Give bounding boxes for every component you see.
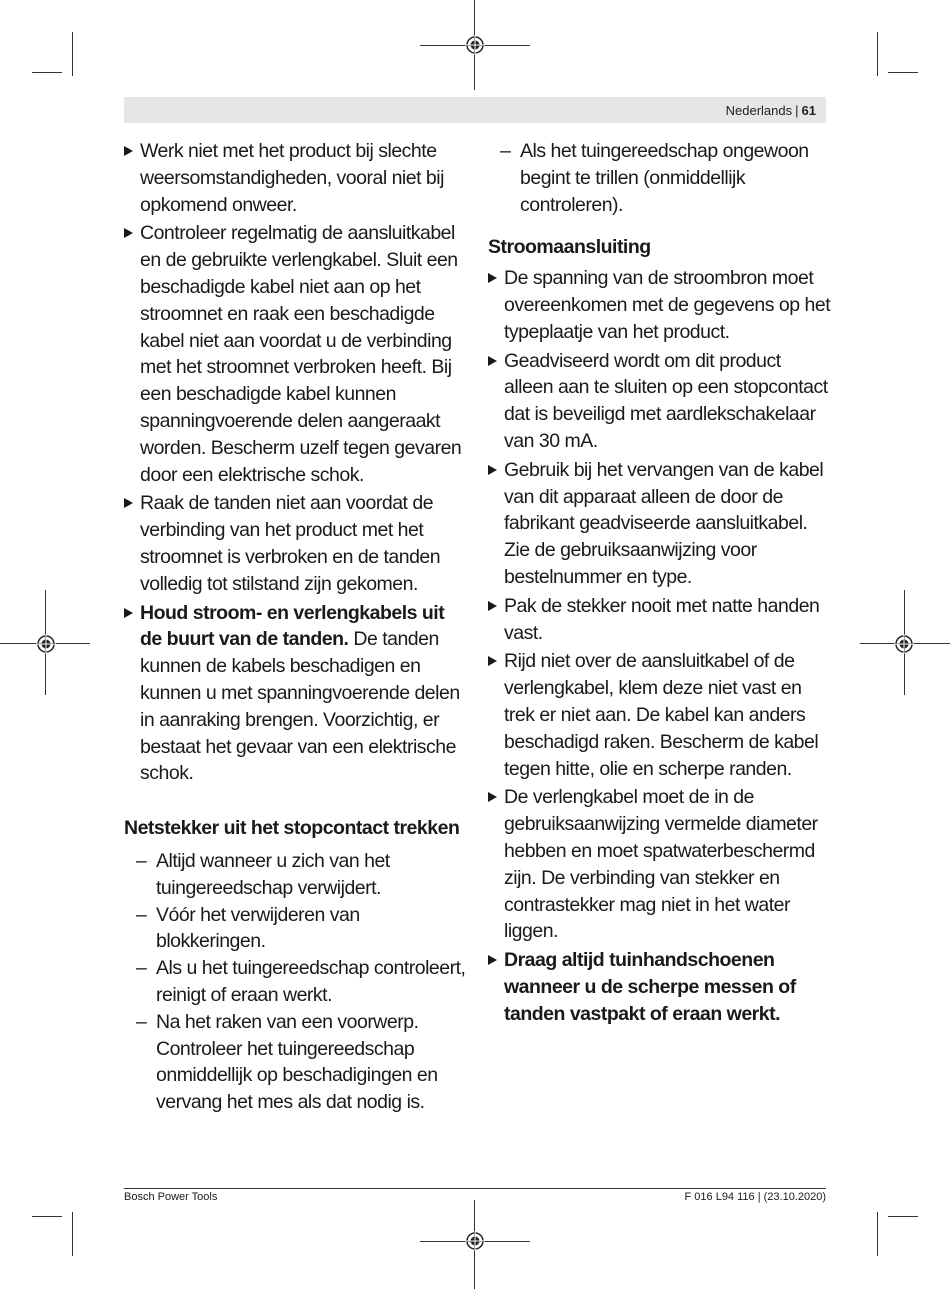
bullet-text: Rijd niet over de aansluitkabel of de verlengkabel, klem deze niet vast en trek er niet aan. De kabel kan anders beschadigd raken. Bescherm de kabel tegen hitte, olie en scherpe randen. [504, 650, 819, 780]
safety-bullet [488, 648, 833, 782]
bullet-triangle-icon [488, 792, 497, 802]
dash-item-text: Als het tuingereedschap ongewoon begint te trillen (onmiddellijk controleren). [520, 140, 809, 216]
page-number: 61 [801, 103, 816, 118]
bullet-triangle-icon [488, 356, 497, 366]
bullet-text: De spanning van de stroombron moet overeenkomen met de gegevens op het typeplaatje van het product. [504, 267, 831, 343]
crop-mark [877, 32, 878, 76]
bullet-triangle-icon [124, 146, 133, 156]
footer-doc-id: F 016 L94 116 | (23.10.2020) [684, 1191, 826, 1203]
bullet-bold-text: Draag altijd tuinhandschoenen wanneer u de scherpe messen of tanden vastpakt of eraan werkt. [504, 949, 796, 1025]
bullet-text: Raak de tanden niet aan voordat de verbinding van het product met het stroomnet is verbroken en de tanden volledig tot stilstand zijn gekomen. [140, 492, 441, 595]
safety-bullet [124, 490, 469, 597]
bullet-text: Geadviseerd wordt om dit product alleen aan te sluiten op een stopcontact dat is beveiligd met aardlekschakelaar van 30 mA. [504, 349, 828, 452]
bullet-triangle-icon [488, 273, 497, 283]
dash-item: – Altijd wanneer u zich van het tuingereedschap verwijdert. [136, 849, 390, 899]
bullet-text: Gebruik bij het vervangen van de kabel van dit apparaat alleen de door de fabrikant geadviseerde aansluitkabel. Zie de gebruiksaanwijzing voor bestelnummer en type. [504, 458, 824, 588]
section-heading: Stroomaansluiting [488, 236, 651, 259]
crop-mark [32, 72, 62, 73]
crop-mark [888, 1216, 918, 1217]
safety-bullet [124, 220, 469, 488]
page-header [124, 97, 826, 123]
crop-mark [32, 1216, 62, 1217]
header-language: Nederlands [725, 103, 793, 118]
crop-mark [72, 32, 73, 76]
safety-bullet-bold [124, 600, 469, 788]
footer-divider [124, 1188, 826, 1189]
registration-target-icon [894, 634, 914, 654]
crop-mark [877, 1212, 878, 1256]
safety-bullet [488, 784, 833, 945]
dash-item-text: Na het raken van een voorwerp. Controleer het tuingereedschap onmiddellijk op beschadigingen en vervang het mes als dat nodig is. [156, 1010, 438, 1114]
dash-item: – Als u het tuingereedschap controleert, reinigt of eraan werkt. [136, 957, 466, 1006]
safety-bullet [488, 348, 833, 455]
registration-target-icon [465, 1231, 485, 1251]
bullet-triangle-icon [488, 601, 497, 611]
section-heading: Netstekker uit het stopcontact trekken [124, 817, 460, 840]
safety-bullet [488, 457, 833, 591]
footer-brand: Bosch Power Tools [124, 1191, 218, 1203]
dash-item: – Vóór het verwijderen van blokkeringen. [136, 903, 360, 953]
crop-mark [888, 72, 918, 73]
bullet-triangle-icon [488, 656, 497, 666]
dash-item: – Na het raken van een voorwerp. Controleer het tuingereedschap onmiddellijk op beschadigingen en vervang het mes als dat nodig is. [136, 1010, 438, 1114]
bullet-text: De tanden kunnen de kabels beschadigen en kunnen u met spanningvoerende delen in aanraking brengen. Voorzichtig, er bestaat het gevaar van een elektrische schok. [140, 628, 460, 785]
left-column [124, 138, 469, 1116]
dash-item-text: Altijd wanneer u zich van het tuingereedschap verwijdert. [156, 849, 390, 899]
bullet-text: De verlengkabel moet de in de gebruiksaanwijzing vermelde diameter hebben en moet spatwaterbeschermd zijn. De verbinding van stekker en contrastekker mag niet in het water liggen. [504, 786, 818, 943]
safety-bullet [488, 593, 833, 647]
bullet-text: Controleer regelmatig de aansluitkabel en de gebruikte verlengkabel. Sluit een beschadigde kabel niet aan op het stroomnet en raak een beschadigde kabel niet aan voordat u de verbinding met het stroomnet verbroken heeft. Bij een beschadigde kabel kunnen spanningvoerende delen aangeraakt worden. Bescherm uzelf tegen gevaren door een elektrische schok. [140, 222, 462, 486]
bullet-text: Werk niet met het product bij slechte weersomstandigheden, vooral niet bij opkomend onweer. [140, 140, 444, 216]
bullet-triangle-icon [488, 465, 497, 475]
bullet-triangle-icon [124, 228, 133, 238]
bullet-text: Pak de stekker nooit met natte handen vast. [504, 594, 820, 644]
safety-bullet-bold [488, 947, 833, 1027]
header-text: Nederlands | 61 [725, 103, 816, 118]
registration-target-icon [36, 634, 56, 654]
dash-item-text: Vóór het verwijderen van blokkeringen. [156, 903, 360, 953]
bullet-triangle-icon [488, 955, 497, 965]
dash-item: – Als het tuingereedschap ongewoon begint te trillen (onmiddellijk controleren). [500, 140, 809, 216]
bullet-bold-text: Houd stroom- en verlengkabels uit de buurt van de tanden. [140, 601, 445, 651]
bullet-triangle-icon [124, 608, 133, 618]
safety-bullet [488, 265, 833, 345]
right-column [488, 138, 833, 1030]
registration-target-icon [465, 35, 485, 55]
crop-mark [72, 1212, 73, 1256]
safety-bullet [124, 138, 469, 218]
dash-item-text: Als u het tuingereedschap controleert, reinigt of eraan werkt. [156, 957, 466, 1006]
bullet-triangle-icon [124, 498, 133, 508]
